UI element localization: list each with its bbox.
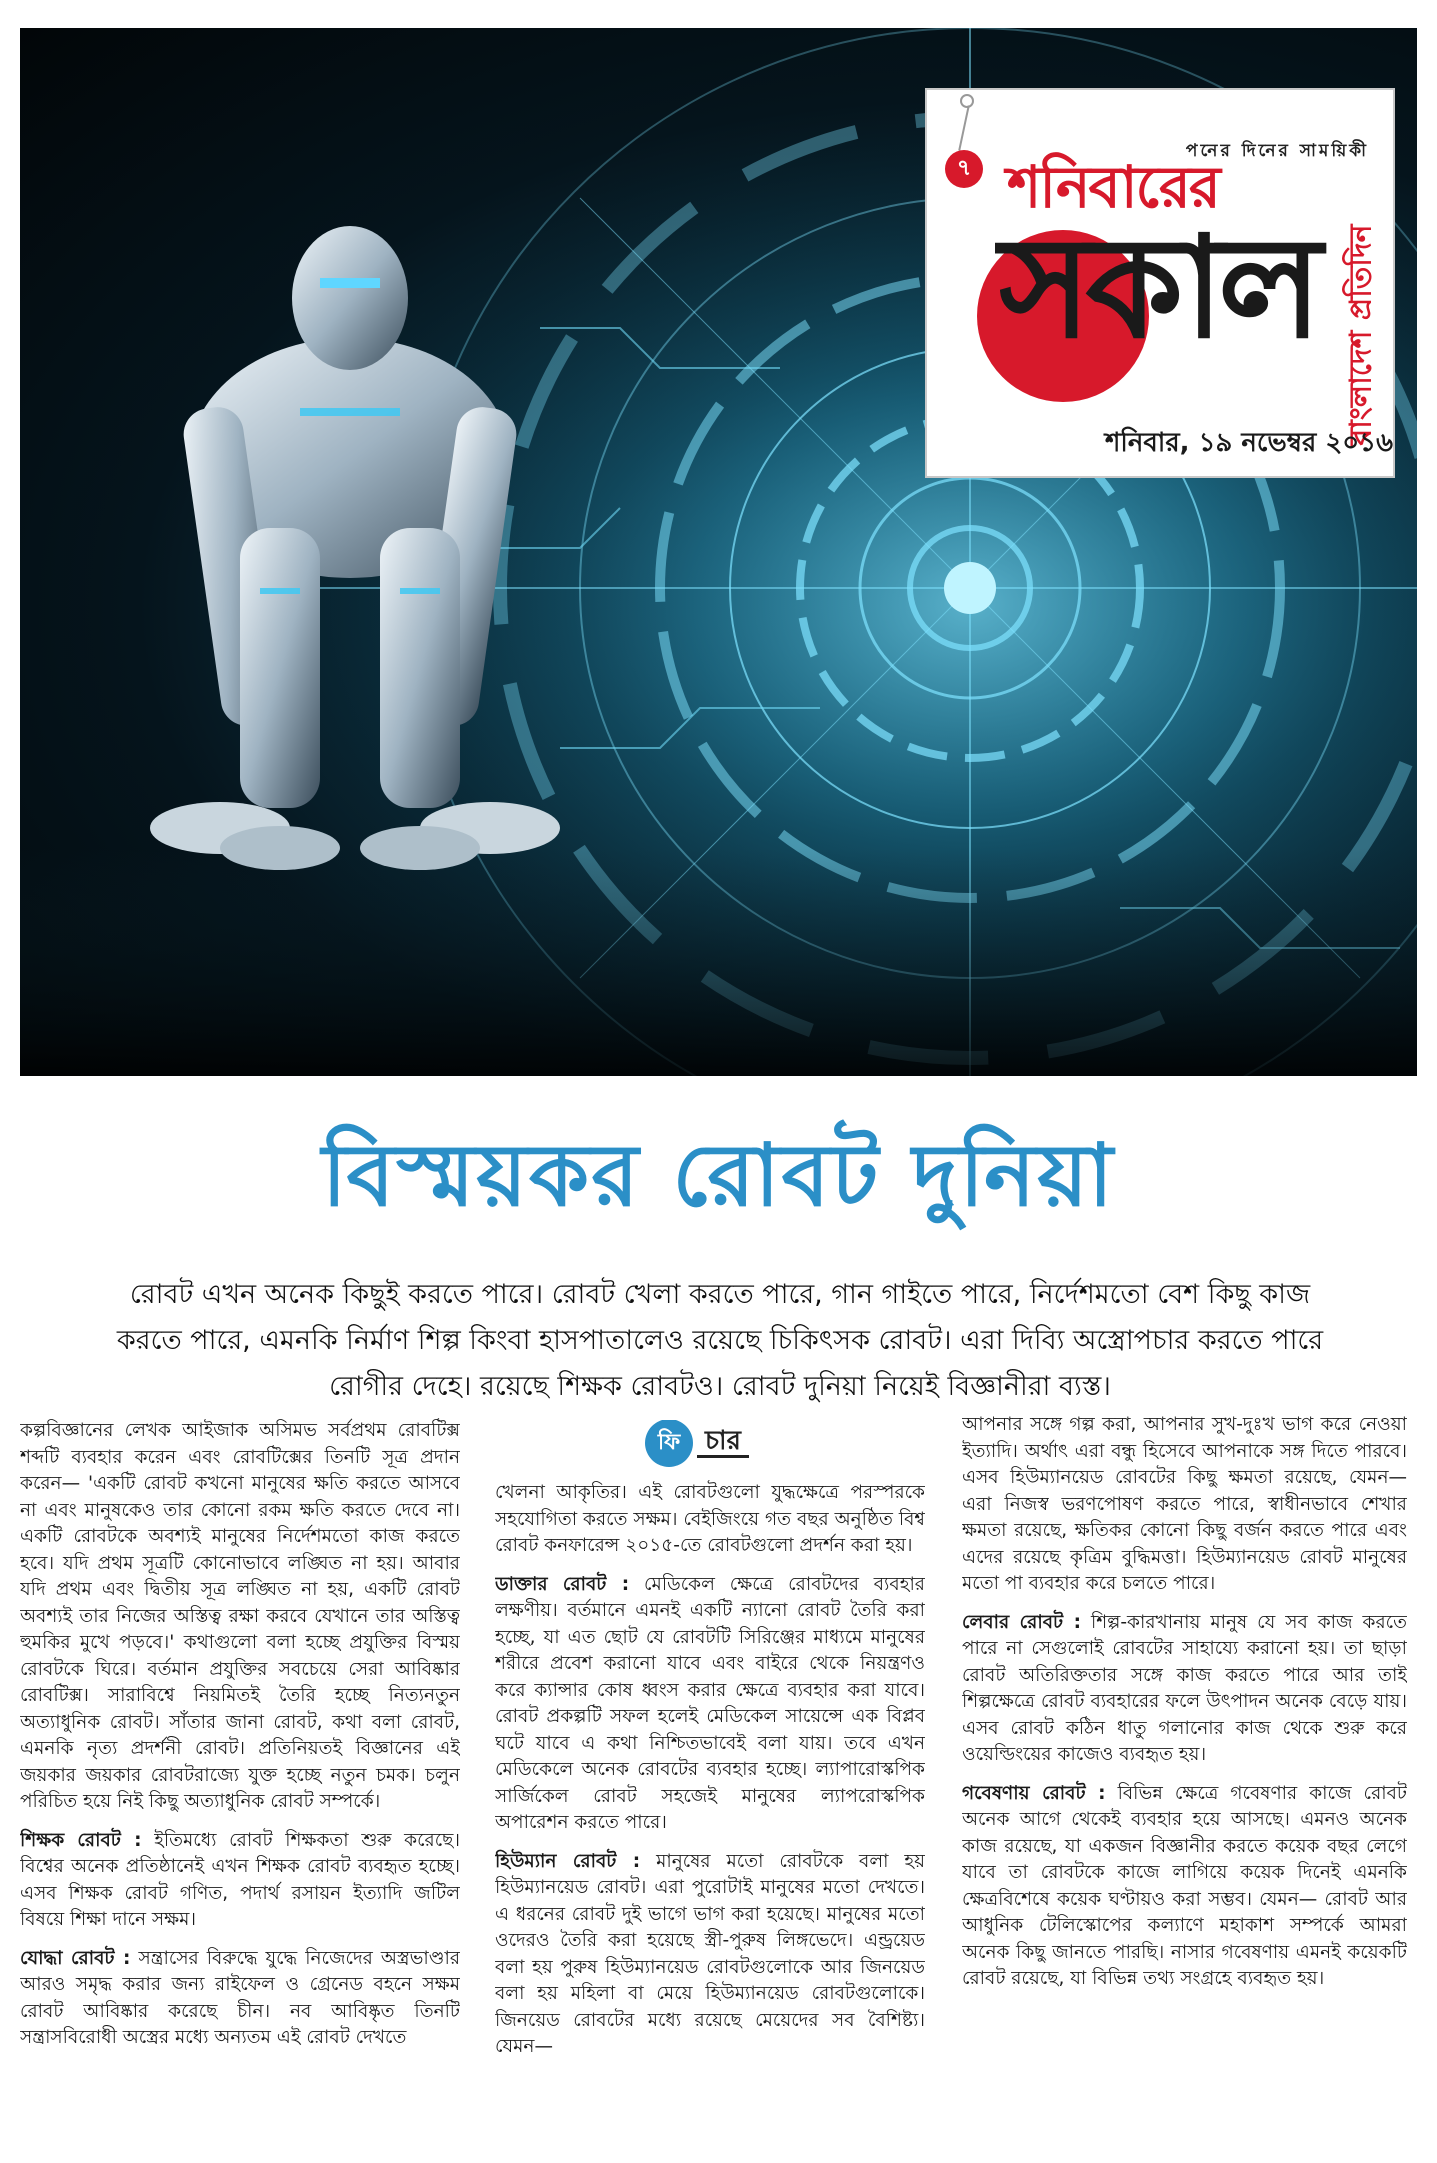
column-1-section-2 xyxy=(20,1828,460,1934)
column-2-section-2 xyxy=(495,1572,925,1837)
page-number-tag: ৭ xyxy=(945,150,983,188)
column-3-section-2 xyxy=(962,1610,1407,1769)
column-3-section-3 xyxy=(962,1781,1407,1993)
feature-bubble: ফি xyxy=(645,1420,693,1467)
column-2-section-3 xyxy=(495,1849,925,2061)
section-title: লেবার রোবট : xyxy=(962,1611,1081,1633)
section-title: যোদ্ধা রোবট : xyxy=(20,1947,131,1969)
hero-image xyxy=(20,28,1417,1076)
masthead xyxy=(925,88,1395,478)
feature-word: চার xyxy=(697,1428,749,1458)
article-column-2 xyxy=(495,1420,925,2140)
column-3-paragraph-1: আপনার সঙ্গে গল্প করা, আপনার সুখ-দুঃখ ভাগ করে নেওয়া ইত্যাদি। অর্থাৎ এরা বন্ধু হিসেবে আপনাকে সঙ্গ দিতে পারবে। এসব হিউম্যানয়েড রোবটের কিছু ক্ষমতা রয়েছে, যেমন— এরা নিজস্ব ভরণপোষণ করতে পারে, স্বাধীনভাবে শেখার ক্ষমতা রয়েছে, ক্ষতিকর কোনো কিছু বর্জন করতে পারে এবং এদের রয়েছে কৃত্রিম বুদ্ধিমত্তা। হিউম্যানয়েড রোবট মানুষের মতো পা ব্যবহার করে চলতে পারে। xyxy=(962,1414,1407,1594)
column-2-paragraph-1: খেলনা আকৃতির। এই রোবটগুলো যুদ্ধক্ষেত্রে পরস্পরকে সহযোগিতা করতে সক্ষম। বেইজিংয়ে গত বছর অনুষ্ঠিত বিশ্ব রোবট কনফারেন্স ২০১৫-তে রোবটগুলো প্রদর্শন করা হয়। xyxy=(495,1482,925,1556)
masthead-title-main: সকাল xyxy=(999,206,1317,370)
feature-label xyxy=(645,1420,925,1466)
column-1-section-3 xyxy=(20,1946,460,2052)
tagline: পনের দিনের সাময়িকী xyxy=(1185,141,1369,161)
publication-date: শনিবার, ১৯ নভেম্বর ২০১৬ xyxy=(1105,428,1393,458)
section-body: মানুষের মতো রোবটকে বলা হয় হিউম্যানয়েড রোবট। এরা পুরোটাই মানুষের মতো দেখতে। এ ধরনের রোবট দুই ভাগে ভাগ করা হয়েছে। মানুষের মতো ওদেরও তৈরি করা হয়েছে স্ত্রী-পুরুষ লিঙ্গভেদে। এন্ড্রয়েড বলা হয় পুরুষ হিউম্যানয়েড রোবটগুলোকে আর জিনয়েড বলা হয় মহিলা বা মেয়ে হিউম্যানয়েড রোবটগুলোকে। জিনয়েড রোবটের মধ্যে রয়েছে মেয়েদের সব বৈশিষ্ট্য। যেমন— xyxy=(495,1850,925,2057)
column-1-paragraph-1: কল্পবিজ্ঞানের লেখক আইজাক অসিমভ সর্বপ্রথম রোবটিক্স শব্দটি ব্যবহার করেন এবং রোবটিক্সের তিনটি সূত্র প্রদান করেন— 'একটি রোবট কখনো মানুষের ক্ষতি করতে আসবে না এবং মানুষকেও তার কোনো রকম ক্ষতি করতে দেবে না। একটি রোবটকে অবশ্যই মানুষের নির্দেশমতো কাজ করতে হবে। যদি প্রথম সূত্রটি কোনোভাবে লঙ্ঘিত না হয়। আবার যদি প্রথম এবং দ্বিতীয় সূত্র লঙ্ঘিত না হয়, একটি রোবট অবশ্যই তার নিজের অস্তিত্ব রক্ষা করবে যেখানে তার অস্তিত্ব হুমকির মুখে পড়বে।' কথাগুলো বলা হচ্ছে প্রযুক্তির বিস্ময় রোবটকে ঘিরে। বর্তমান প্রযুক্তির সবচেয়ে সেরা আবিষ্কার রোবটিক্স। সারাবিশ্বে নিয়মিতই তৈরি হচ্ছে নিত্যনতুন অত্যাধুনিক রোবট। সাঁতার জানা রোবট, কথা বলা রোবট, এমনকি নৃত্য প্রদর্শনী রোবট। প্রতিনিয়তই বিজ্ঞানের এই জয়কার জয়কার রোবটরাজ্যে যুক্ত হচ্ছে নতুন চমক। চলুন পরিচিত হয়ে নিই কিছু অত্যাধুনিক রোবট সম্পর্কে। xyxy=(20,1420,460,1812)
masthead-title-top: শনিবারের xyxy=(1007,153,1219,221)
section-body: সন্ত্রাসের বিরুদ্ধে যুদ্ধে নিজেদের অস্ত্রভাণ্ডার আরও সমৃদ্ধ করার জন্য রাইফেল ও গ্রেনেড বহনে সক্ষম রোবট আবিষ্কার করেছে চীন। নব আবিষ্কৃত তিনটি সন্ত্রাসবিরোধী অস্ত্রের মধ্যে অন্যতম এই রোবট দেখতে xyxy=(20,1947,460,2048)
section-title: ডাক্তার রোবট : xyxy=(495,1573,630,1595)
section-body: শিল্প-কারখানায় মানুষ যে সব কাজ করতে পারে না সেগুলোই রোবটের সাহায্যে করানো হয়। তা ছাড়া রোবট অতিরিক্ততার সঙ্গে কাজ করতে পারে আর তাই শিল্পক্ষেত্রে রোবট ব্যবহারের ফলে উৎপাদন অনেক বেড়ে যায়। এসব রোবট কঠিন ধাতু গলানোর কাজ থেকে শুরু করে ওয়েল্ডিংয়ের কাজেও ব্যবহৃত হয়। xyxy=(962,1611,1407,1765)
section-body: ইতিমধ্যে রোবট শিক্ষকতা শুরু করেছে। বিশ্বের অনেক প্রতিষ্ঠানেই এখন শিক্ষক রোবট ব্যবহৃত হচ্ছে। এসব শিক্ষক রোবট গণিত, পদার্থ রসায়ন ইত্যাদি জটিল বিষয়ে শিক্ষা দানে সক্ষম। xyxy=(20,1829,460,1930)
headline: বিস্ময়কর রোবট দুনিয়া xyxy=(321,1126,1115,1226)
section-title: শিক্ষক রোবট : xyxy=(20,1829,142,1851)
intro-paragraph: রোবট এখন অনেক কিছুই করতে পারে। রোবট খেলা করতে পারে, গান গাইতে পারে, নির্দেশমতো বেশ কিছু কাজ করতে পারে, এমনকি নির্মাণ শিল্প কিংবা হাসপাতালেও রয়েছে চিকিৎসক রোবট। এরা দিব্যি অস্ত্রোপচার করতে পারে রোগীর দেহে। রয়েছে শিক্ষক রোবটও। রোবট দুনিয়া নিয়েই বিজ্ঞানীরা ব্যস্ত। xyxy=(116,1279,1324,1402)
publisher-name: বাংলাদেশ প্রতিদিন xyxy=(1343,224,1379,446)
section-title: হিউম্যান রোবট : xyxy=(495,1850,641,1872)
article-column-3 xyxy=(962,1412,1407,2142)
section-body: বিভিন্ন ক্ষেত্রে গবেষণার কাজে রোবট অনেক আগে থেকেই ব্যবহার হয়ে আসছে। এমনও অনেক কাজ রয়েছে, যা একজন বিজ্ঞানীর করতে কয়েক বছর লেগে যাবে তা রোবটকে কাজে লাগিয়ে কয়েক দিনেই এমনকি ক্ষেত্রবিশেষে কয়েক ঘণ্টায়ও করা সম্ভব। যেমন— রোবট আর আধুনিক টেলিস্কোপের কল্যাণে মহাকাশ সম্পর্কে আমরা অনেক কিছু জানতে পারছি। নাসার গবেষণায় এমনই কয়েকটি রোবট রয়েছে, যা বিভিন্ন তথ্য সংগ্রহে ব্যবহৃত হয়। xyxy=(962,1782,1407,1989)
article-column-1 xyxy=(20,1418,460,2138)
section-title: গবেষণায় রোবট : xyxy=(962,1782,1106,1804)
section-body: মেডিকেল ক্ষেত্রে রোবটদের ব্যবহার লক্ষণীয়। বর্তমানে এমনই একটি ন্যানো রোবট তৈরি করা হচ্ছে, যা এত ছোট যে রোবটটি সিরিঞ্জের মাধ্যমে মানুষের শরীরে প্রবেশ করানো যাবে এবং বাইরে থেকে নিয়ন্ত্রণও করে ক্যান্সার কোষ ধ্বংস করার ক্ষেত্রে ব্যবহার করা যাবে। রোবট প্রকল্পটি সফল হলেই মেডিকেল সায়েন্সে এক বিপ্লব ঘটে যাবে এ কথা নিশ্চিতভাবেই বলা যায়। তবে এখন মেডিকেলে অনেক রোবটের ব্যবহার হচ্ছে। ল্যাপারোস্কপিক সার্জিকেল রোবট সহজেই মানুষের ল্যাপরোস্কপিক অপারেশন করতে পারে। xyxy=(495,1573,925,1833)
